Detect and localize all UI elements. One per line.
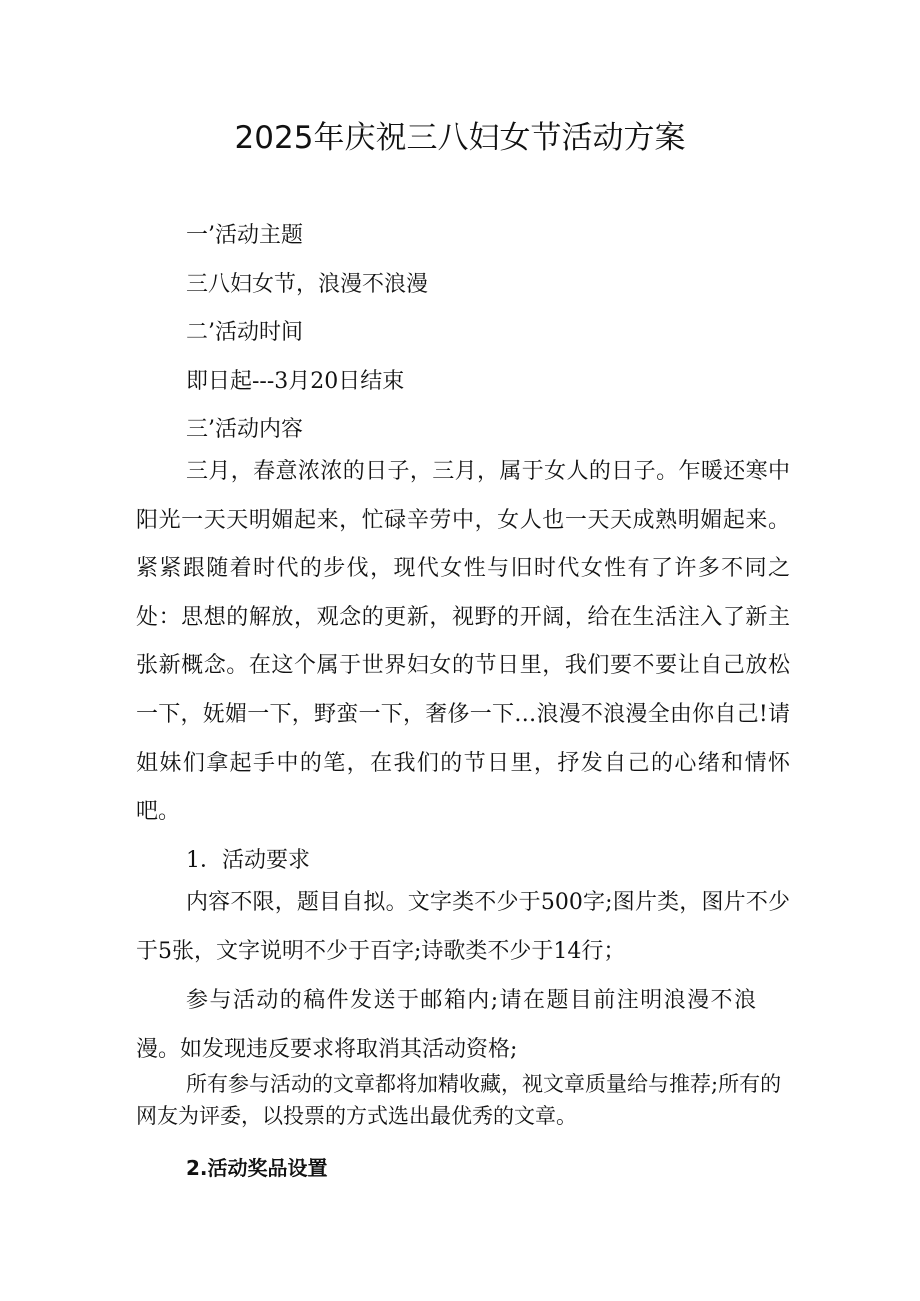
intro-paragraph: 三月，春意浓浓的日子，三月，属于女人的日子。乍暖还寒中阳光一天天明媚起来，忙碌辛劳中，女人也一天天成熟明媚起来。紧紧跟随着时代的步伐，现代女性与旧时代女性有了许多不同之处：思想的解放，观念的更新，视野的开阔，给在生活注入了新主张新概念。在这个属于世界妇女的节日里，我们要不要让自己放松一下，妩媚一下，野蛮一下，奢侈一下…浪漫不浪漫全由你自己!请姐妹们拿起手中的笔，在我们的节日里，抒发自己的心绪和情怀吧。 xyxy=(136,459,790,825)
prizes-heading: 2.活动奖品设置 xyxy=(186,1156,328,1180)
submission-paragraph: 参与活动的稿件发送于邮箱内;请在题目前注明浪漫不浪漫。如发现违反要求将取消其活动资格; xyxy=(136,988,756,1062)
section-heading-content: 三’活动内容 xyxy=(186,417,303,442)
requirements-heading: 1．活动要求 xyxy=(186,848,310,873)
section-heading-theme: 一’活动主题 xyxy=(186,223,303,248)
section-heading-time: 二’活动时间 xyxy=(186,320,303,345)
section-text-theme: 三八妇女节，浪漫不浪漫 xyxy=(186,272,429,297)
document-title: 2025年庆祝三八妇女节活动方案 xyxy=(234,120,686,156)
collection-paragraph: 所有参与活动的文章都将加精收藏，视文章质量给与推荐;所有的网友为评委，以投票的方式选出最优秀的文章。 xyxy=(136,1072,782,1128)
section-text-time: 即日起---3月20日结束 xyxy=(186,369,405,394)
requirements-paragraph: 内容不限，题目自拟。文字类不少于500字;图片类，图片不少于5张，文字说明不少于百字;诗歌类不少于14行； xyxy=(136,890,790,964)
